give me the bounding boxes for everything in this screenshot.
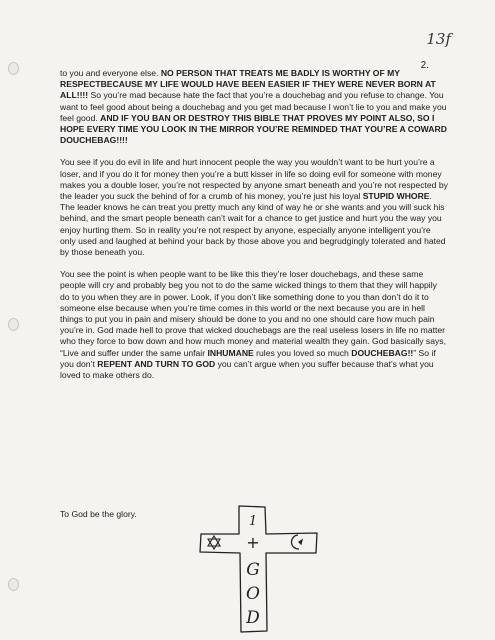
drawing-top-text: 1 bbox=[248, 514, 258, 529]
drawing-letter-g: G bbox=[246, 560, 260, 580]
drawing-plus-sign: + bbox=[246, 533, 260, 552]
text-run: You see the point is when people want to be like this they’re loser douchebags, and these same people will cry and probably beg you not to do the same wicked things to them that they will happily do to you when they are in power. Look, if you don’t like something done to you than don’t do it to someone else because when you’re time comes in this world or the next because you are in hell things to put you in pain and misery should be done to you and no one should care how much pain you’re in. God made hell to prove that wicked douchebags are the real useless losers in life no matter who they force to bow down and how much money and material wealth they gain. God basically says, “Live and suffer under the same unfair bbox=[60, 269, 446, 358]
text-run: to you and everyone else. bbox=[60, 68, 161, 78]
binder-hole bbox=[8, 62, 19, 75]
binder-hole bbox=[8, 318, 19, 331]
drawing-letter-d: D bbox=[246, 608, 260, 628]
text-run: You see if you do evil in life and hurt innocent people the way you wouldn’t want to be hurt you’re a loser, and if you do it for money then you’re a butt kisser in life so doing evil for someone with money makes you a double loser, you’re not respected by anyone smart beneath and you’re not respected by the leader you suck the behind of for a crumb of his money, you’re just his loyal bbox=[60, 157, 448, 202]
closing-line: To God be the glory. bbox=[60, 509, 137, 519]
handwritten-page-mark: 13f bbox=[426, 30, 451, 48]
drawing-letter-o: O bbox=[246, 584, 260, 604]
page-number: 2. bbox=[420, 60, 429, 71]
paragraph bbox=[60, 157, 448, 258]
bold-text-run: REPENT AND TURN TO GOD bbox=[97, 358, 216, 369]
bold-text-run: AND IF YOU BAN OR DESTROY THIS BIBLE THAT PROVES MY POINT ALSO, SO I HOPE EVERY TIME YOU LOOK IN THE MIRROR YOU’RE REMINDED THAT YOU’RE A COWARD DOUCHEBAG!!!! bbox=[60, 112, 447, 146]
text-run: ” So if you don’t bbox=[60, 347, 436, 369]
body-text bbox=[60, 68, 448, 392]
text-run: . The leader knows he can treat you pretty much any kind of way he or she wants and you will suck his behind, and the smart people beneath can’t wait for a chance to get justice and hurt you the way you enjoy hurting them. So in reality you’re not respect by anyone, especially anyone intelligent you’re only used and laughed at behind your back by those above you and begrudgingly tolerated and hated by those beneath you. bbox=[60, 191, 446, 258]
paragraph bbox=[60, 269, 448, 381]
bold-text-run: DOUCHEBAG!! bbox=[351, 347, 414, 358]
bold-text-run: NO PERSON THAT TREATS ME BADLY IS WORTHY OF MY RESPECTBECAUSE MY LIFE WOULD HAVE BEEN EASIER IF THEY WERE NEVER BORN AT ALL!!!! bbox=[60, 68, 436, 101]
crescent-icon bbox=[291, 535, 302, 549]
star-of-david-icon bbox=[208, 536, 220, 549]
hand-drawn-cross bbox=[195, 503, 325, 633]
binder-hole bbox=[8, 578, 19, 591]
text-run: rules you loved so much bbox=[253, 347, 352, 358]
bold-text-run: INHUMANE bbox=[207, 347, 254, 358]
paragraph bbox=[60, 68, 448, 146]
bold-text-run: STUPID WHORE bbox=[362, 191, 430, 202]
text-run: you can’t argue when you suffer because that’s what you loved to make others do. bbox=[60, 358, 434, 381]
text-run: So you’re mad because hate the fact that you’re a douchebag and you refuse to change. You want to feel good about being a douchebag and you get mad because I won’t lie to you and make you feel good. bbox=[60, 90, 447, 123]
